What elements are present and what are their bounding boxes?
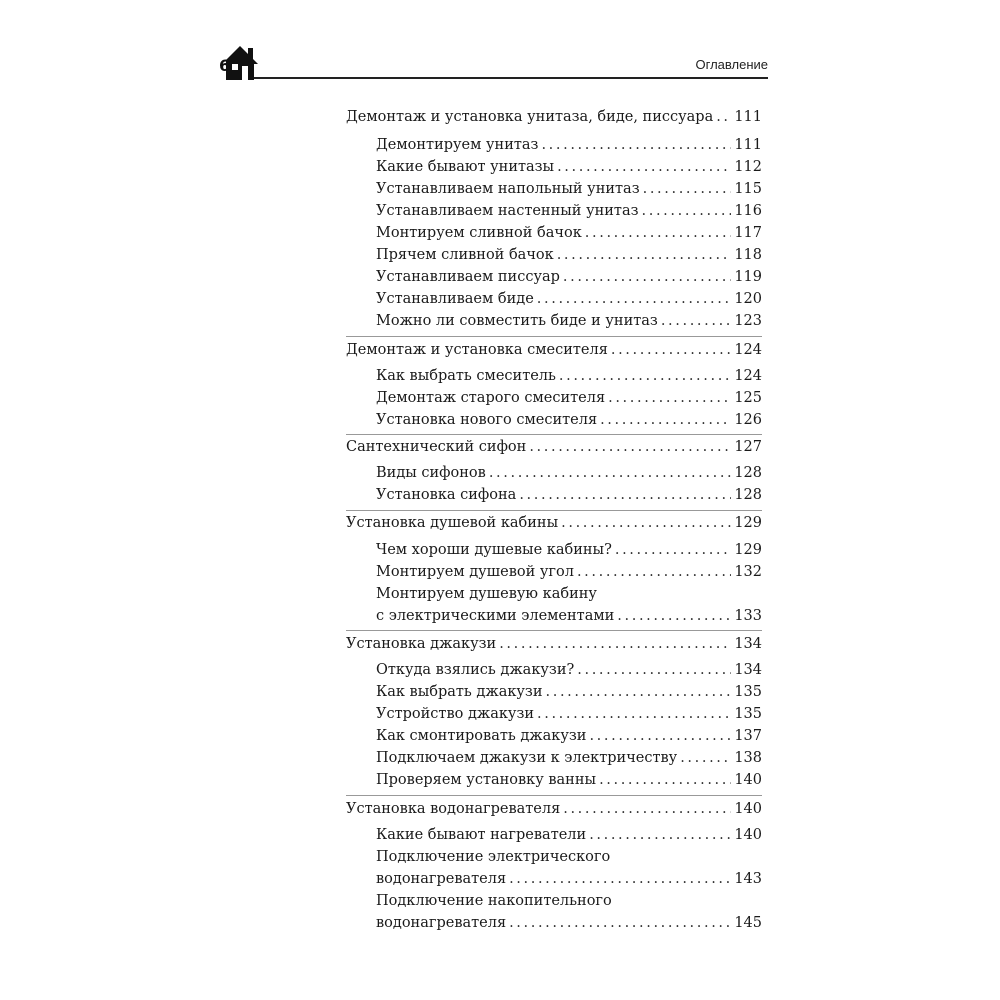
- toc-chapter: [346, 512, 762, 534]
- toc-subsection: [376, 409, 762, 431]
- toc-page-number: 123: [734, 313, 762, 329]
- section-divider: [346, 630, 762, 631]
- leader-dots: [509, 912, 731, 934]
- leader-dots: [541, 134, 731, 156]
- leader-dots: [499, 633, 731, 655]
- toc-subsection: [376, 484, 762, 506]
- leader-dots: [680, 747, 731, 769]
- toc-page-number: 140: [734, 801, 762, 817]
- toc-page-number: 124: [734, 342, 762, 358]
- toc-entry-text: Устройство джакузи: [376, 706, 535, 722]
- section-divider: [346, 795, 762, 796]
- toc-chapter: [346, 633, 762, 655]
- leader-dots: [716, 106, 731, 128]
- toc-entry-text-line1: Монтируем душевую кабину: [376, 586, 597, 602]
- toc-chapter: [346, 798, 762, 820]
- leader-dots: [559, 365, 731, 387]
- page-number: 6: [219, 56, 231, 75]
- toc-subsection: [376, 222, 762, 244]
- toc-entry-text: Как выбрать смеситель: [376, 368, 556, 384]
- toc-page-number: 111: [734, 137, 762, 153]
- toc-entry-text: Установка джакузи: [346, 636, 497, 652]
- leader-dots: [577, 561, 731, 583]
- leader-dots: [563, 266, 731, 288]
- leader-dots: [585, 222, 732, 244]
- toc-entry-text: Демонтаж и установка унитаза, биде, писсуара: [346, 109, 714, 125]
- toc-subsection: [376, 200, 762, 222]
- section-divider: [346, 336, 762, 337]
- toc-subsection: [376, 387, 762, 409]
- toc-entry-text: Откуда взялись джакузи?: [376, 662, 575, 678]
- section-divider: [346, 510, 762, 511]
- toc-entry-text: водонагревателя: [376, 871, 507, 887]
- toc-page-number: 133: [734, 608, 762, 624]
- toc-subsection: [376, 681, 762, 703]
- toc-entry-text: Устанавливаем биде: [376, 291, 534, 307]
- toc-entry-text: Какие бывают нагреватели: [376, 827, 587, 843]
- toc-page-number: 134: [734, 662, 762, 678]
- toc-page-number: 117: [734, 225, 762, 241]
- toc-subsection: [376, 134, 762, 156]
- leader-dots: [546, 681, 732, 703]
- toc-page-number: 126: [734, 412, 762, 428]
- toc-page-number: 129: [734, 542, 762, 558]
- toc-subsection: [376, 178, 762, 200]
- toc-page-number: 140: [734, 772, 762, 788]
- toc-page-number: 132: [734, 564, 762, 580]
- toc-chapter: [346, 339, 762, 361]
- toc-entry-text: Демонтаж старого смесителя: [376, 390, 606, 406]
- toc-entry-text: Сантехнический сифон: [346, 439, 527, 455]
- toc-subsection: [376, 561, 762, 583]
- toc-page-number: 111: [734, 109, 762, 125]
- leader-dots: [600, 409, 731, 431]
- toc-entry-text: Как выбрать джакузи: [376, 684, 543, 700]
- leader-dots: [642, 200, 732, 222]
- toc-entry-text: с электрическими элементами: [376, 608, 615, 624]
- toc-page-number: 138: [734, 750, 762, 766]
- toc-entry-text: Демонтируем унитаз: [376, 137, 539, 153]
- toc-page-number: 120: [734, 291, 762, 307]
- toc-page-number: 119: [734, 269, 762, 285]
- leader-dots: [561, 512, 731, 534]
- toc-entry-text: Установка сифона: [376, 487, 517, 503]
- leader-dots: [509, 868, 731, 890]
- toc-subsection: [376, 539, 762, 561]
- toc-chapter: [346, 106, 762, 128]
- section-divider: [346, 434, 762, 435]
- section-title: Оглавление: [695, 57, 768, 72]
- toc-subsection: [376, 583, 762, 627]
- toc-page-number: 145: [734, 915, 762, 931]
- toc-subsection: [376, 462, 762, 484]
- page-header: [218, 42, 768, 82]
- leader-dots: [599, 769, 731, 791]
- toc-subsection: [376, 659, 762, 681]
- leader-dots: [529, 436, 731, 458]
- toc-entry-text: водонагревателя: [376, 915, 507, 931]
- leader-dots: [557, 244, 732, 266]
- leader-dots: [617, 605, 731, 627]
- leader-dots: [615, 539, 731, 561]
- leader-dots: [589, 725, 731, 747]
- leader-dots: [519, 484, 731, 506]
- toc-subsection: [376, 725, 762, 747]
- leader-dots: [489, 462, 731, 484]
- toc-chapter: [346, 436, 762, 458]
- toc-page-number: 112: [734, 159, 762, 175]
- toc-page-number: 116: [734, 203, 762, 219]
- toc-subsection: [376, 156, 762, 178]
- toc-page-number: 115: [734, 181, 762, 197]
- leader-dots: [661, 310, 731, 332]
- toc-subsection: [376, 365, 762, 387]
- toc-subsection: [376, 890, 762, 934]
- leader-dots: [608, 387, 731, 409]
- toc-page-number: 134: [734, 636, 762, 652]
- toc-entry-text-line1: Подключение электрического: [376, 849, 611, 865]
- toc-subsection: [376, 703, 762, 725]
- leader-dots: [563, 798, 731, 820]
- toc-entry-text: Виды сифонов: [376, 465, 486, 481]
- toc-page-number: 127: [734, 439, 762, 455]
- header-rule: [254, 77, 768, 79]
- leader-dots: [577, 659, 731, 681]
- toc-page-number: 143: [734, 871, 762, 887]
- toc-subsection: [376, 266, 762, 288]
- toc-entry-text: Прячем сливной бачок: [376, 247, 554, 263]
- toc-entry-text: Чем хороши душевые кабины?: [376, 542, 612, 558]
- toc-entry-text: Какие бывают унитазы: [376, 159, 555, 175]
- leader-dots: [537, 703, 731, 725]
- toc-entry-text: Можно ли совместить биде и унитаз: [376, 313, 658, 329]
- leader-dots: [643, 178, 732, 200]
- toc-page-number: 128: [734, 465, 762, 481]
- toc-page-number: 128: [734, 487, 762, 503]
- toc-page-number: 140: [734, 827, 762, 843]
- toc-entry-text: Монтируем сливной бачок: [376, 225, 582, 241]
- toc-entry-text: Как смонтировать джакузи: [376, 728, 587, 744]
- toc-subsection: [376, 747, 762, 769]
- leader-dots: [589, 824, 731, 846]
- toc-page-number: 135: [734, 706, 762, 722]
- toc-entry-text: Монтируем душевой угол: [376, 564, 574, 580]
- toc-subsection: [376, 244, 762, 266]
- toc-subsection: [376, 288, 762, 310]
- leader-dots: [611, 339, 731, 361]
- toc-entry-text: Подключаем джакузи к электричеству: [376, 750, 678, 766]
- toc-page-number: 118: [734, 247, 762, 263]
- toc-entry-text: Демонтаж и установка смесителя: [346, 342, 608, 358]
- toc-subsection: [376, 769, 762, 791]
- toc-page-number: 125: [734, 390, 762, 406]
- toc-page-number: 124: [734, 368, 762, 384]
- toc-page-number: 129: [734, 515, 762, 531]
- toc-entry-text: Проверяем установку ванны: [376, 772, 597, 788]
- toc-entry-text: Установка нового смесителя: [376, 412, 598, 428]
- toc-subsection: [376, 824, 762, 846]
- toc-subsection: [376, 310, 762, 332]
- toc-subsection: [376, 846, 762, 890]
- toc-entry-text-line1: Подключение накопительного: [376, 893, 612, 909]
- toc-entry-text: Установка водонагревателя: [346, 801, 561, 817]
- toc-page-number: 135: [734, 684, 762, 700]
- leader-dots: [557, 156, 731, 178]
- leader-dots: [537, 288, 732, 310]
- toc-entry-text: Устанавливаем настенный унитаз: [376, 203, 639, 219]
- toc-page-number: 137: [734, 728, 762, 744]
- toc-entry-text: Установка душевой кабины: [346, 515, 559, 531]
- toc-entry-text: Устанавливаем напольный унитаз: [376, 181, 640, 197]
- toc-entry-text: Устанавливаем писсуар: [376, 269, 560, 285]
